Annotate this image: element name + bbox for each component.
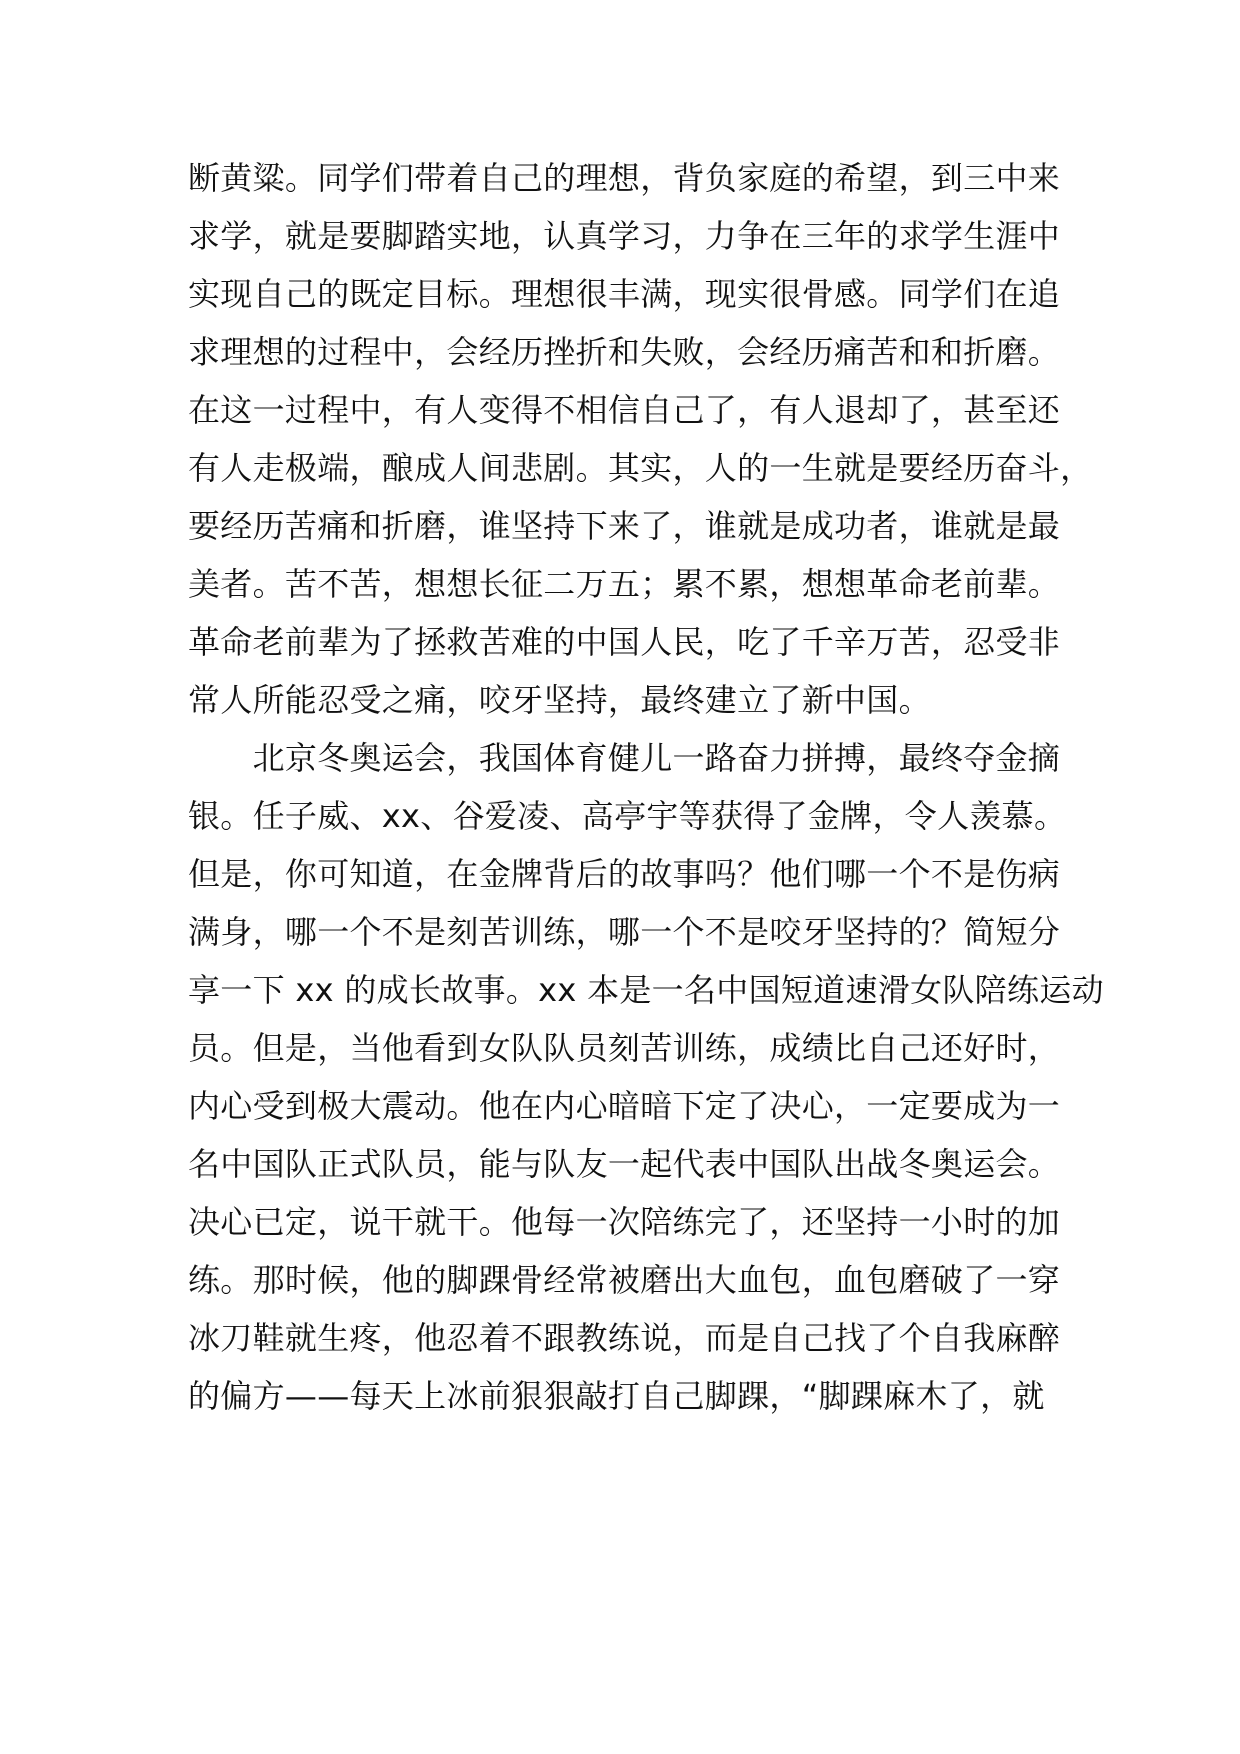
text-line: 但是，你可知道，在金牌背后的故事吗？他们哪一个不是伤病 — [188, 855, 1061, 893]
text-line: 求学，就是要脚踏实地，认真学习，力争在三年的求学生涯中 — [188, 217, 1061, 255]
text-line: 享一下 xx 的成长故事。xx 本是一名中国短道速滑女队陪练运动 — [188, 971, 1104, 1009]
text-line: 内心受到极大震动。他在内心暗暗下定了决心，一定要成为一 — [188, 1087, 1061, 1125]
text-line: 银。任子威、xx、谷爱凌、高亭宇等获得了金牌，令人羡慕。 — [188, 797, 1067, 835]
text-line: 冰刀鞋就生疼，他忍着不跟教练说，而是自己找了个自我麻醉 — [188, 1319, 1061, 1357]
text-line: 决心已定，说干就干。他每一次陪练完了，还坚持一小时的加 — [188, 1203, 1061, 1241]
text-line: 满身，哪一个不是刻苦训练，哪一个不是咬牙坚持的？简短分 — [188, 913, 1061, 951]
text-line: 的偏方——每天上冰前狠狠敲打自己脚踝，“脚踝麻木了，就 — [188, 1377, 1045, 1415]
text-line: 求理想的过程中，会经历挫折和失败，会经历痛苦和和折磨。 — [188, 333, 1061, 371]
text-line: 有人走极端，酿成人间悲剧。其实，人的一生就是要经历奋斗， — [188, 449, 1093, 487]
text-line: 常人所能忍受之痛，咬牙坚持，最终建立了新中国。 — [188, 681, 931, 719]
paragraph-start-line: 北京冬奥运会，我国体育健儿一路奋力拼搏，最终夺金摘 — [188, 739, 1061, 777]
text-line: 练。那时候，他的脚踝骨经常被磨出大血包，血包磨破了一穿 — [188, 1261, 1061, 1299]
text-line: 员。但是，当他看到女队队员刻苦训练，成绩比自己还好时， — [188, 1029, 1061, 1067]
text-line: 在这一过程中，有人变得不相信自己了，有人退却了，甚至还 — [188, 391, 1061, 429]
text-line: 实现自己的既定目标。理想很丰满，现实很骨感。同学们在追 — [188, 275, 1061, 313]
text-line: 断黄粱。同学们带着自己的理想，背负家庭的希望，到三中来 — [188, 159, 1061, 197]
text-line: 革命老前辈为了拯救苦难的中国人民，吃了千辛万苦，忍受非 — [188, 623, 1061, 661]
text-line: 要经历苦痛和折磨，谁坚持下来了，谁就是成功者，谁就是最 — [188, 507, 1061, 545]
text-line: 名中国队正式队员，能与队友一起代表中国队出战冬奥运会。 — [188, 1145, 1061, 1183]
text-line: 美者。苦不苦，想想长征二万五；累不累，想想革命老前辈。 — [188, 565, 1061, 603]
